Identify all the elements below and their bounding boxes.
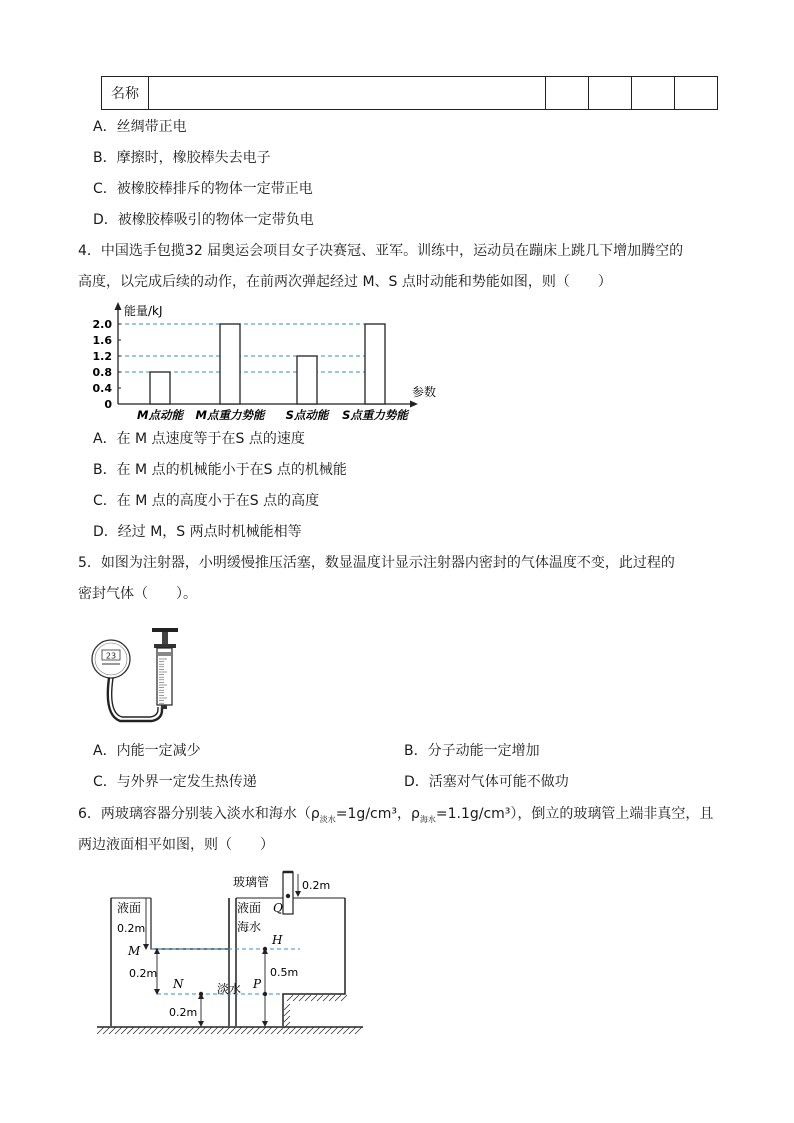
hatch-line <box>265 1027 272 1034</box>
hatch-line <box>211 1027 218 1034</box>
hatch-line <box>295 1027 302 1034</box>
label-fresh-water: 淡水 <box>217 982 242 996</box>
hatch-line <box>145 1027 152 1034</box>
hatch-line <box>349 1027 356 1034</box>
y-tick-label: 2.0 <box>92 318 112 331</box>
thermometer-caption-mark <box>102 663 120 665</box>
hatch-line <box>284 1004 290 1010</box>
hatch-line <box>277 1027 284 1034</box>
hatch-line <box>223 1027 230 1034</box>
q4-option-b: B．在 M 点的机械能小于在S 点的机械能 <box>93 462 347 478</box>
energy-bar-chart <box>90 300 450 425</box>
hatch-line <box>293 995 299 1001</box>
hatch-line <box>259 1027 266 1034</box>
x-axis-label: 参数 <box>412 385 437 399</box>
label-dim-hp: 0.5m <box>270 966 299 979</box>
hatch-line <box>103 1027 110 1034</box>
x-category-label: S点动能 <box>285 408 329 422</box>
hatch-line <box>97 1027 104 1034</box>
y-axis-arrow <box>115 302 122 310</box>
bar <box>297 356 317 404</box>
name-table <box>101 76 718 110</box>
hatch-line <box>283 1027 290 1034</box>
piston <box>158 652 171 656</box>
y-tick-label: 0.8 <box>92 366 112 379</box>
point-p-dot <box>263 992 267 996</box>
syringe-diagram <box>90 615 200 730</box>
label-dim-n-bottom: 0.2m <box>169 1006 198 1019</box>
hatch-line <box>301 1027 308 1034</box>
q4-option-c: C．在 M 点的高度小于在S 点的高度 <box>93 493 320 509</box>
arrowhead <box>198 1021 204 1027</box>
hatch-line <box>175 1027 182 1034</box>
label-q: Q <box>273 901 283 915</box>
hatch-line <box>355 1027 362 1034</box>
q6-stem-line1 <box>78 804 713 830</box>
label-dim-m: 0.2m <box>117 922 146 935</box>
y-tick-label: 0 <box>104 398 112 411</box>
name-label: 名称 <box>102 77 149 110</box>
point-q-dot <box>286 894 290 898</box>
hatch-line <box>115 1027 122 1034</box>
name-cell <box>546 77 589 110</box>
plunger-rod <box>162 632 168 644</box>
hatch-line <box>193 1027 200 1034</box>
hatch-line <box>307 1027 314 1034</box>
label-right-surface: 液面 <box>237 901 262 915</box>
hatch-line <box>311 995 317 1001</box>
label-m: M <box>128 944 141 958</box>
label-h: H <box>272 933 283 947</box>
hatch-line <box>305 995 311 1001</box>
name-cell <box>632 77 675 110</box>
q3-option-d: D．被橡胶棒吸引的物体一定带负电 <box>93 212 314 228</box>
q5-stem-line1: 5．如图为注射器，小明缓慢推压活塞，数显温度计显示注射器内密封的气体温度不变，此过程的 <box>78 555 675 571</box>
hatch-line <box>157 1027 164 1034</box>
ground-hatch <box>97 1027 362 1034</box>
q4-option-a: A．在 M 点速度等于在S 点的速度 <box>93 431 305 447</box>
hatch-line <box>109 1027 116 1034</box>
hatch-line <box>247 1027 254 1034</box>
plunger-cap <box>152 628 178 632</box>
q6-sub-fresh: 淡水 <box>319 814 336 824</box>
two-container-diagram <box>95 864 370 1039</box>
hatch-line <box>284 1016 290 1022</box>
glass-tube <box>283 872 293 914</box>
hatch-line <box>313 1027 320 1034</box>
label-left-surface: 液面 <box>117 901 142 915</box>
hatch-line <box>199 1027 206 1034</box>
hatch-line <box>337 1027 344 1034</box>
q6-stem-part-b: =1g/cm³，ρ <box>335 806 420 822</box>
hatch-line <box>329 995 335 1001</box>
right-container-wall <box>283 898 345 1026</box>
q6-sub-sea: 海水 <box>419 814 436 824</box>
x-category-label: M点重力势能 <box>195 408 265 422</box>
hatch-line <box>151 1027 158 1034</box>
x-axis-arrow <box>410 401 418 408</box>
hatch-line <box>169 1027 176 1034</box>
hatch-line <box>217 1027 224 1034</box>
hatch-line <box>235 1027 242 1034</box>
label-dim-mn: 0.2m <box>129 967 158 980</box>
connecting-tube <box>108 678 162 721</box>
y-tick-label: 1.6 <box>92 334 112 347</box>
hatch-line <box>343 1027 350 1034</box>
hatch-line <box>241 1027 248 1034</box>
syringe-nozzle <box>161 705 167 709</box>
q5-option-d: D．活塞对气体可能不做功 <box>404 774 569 790</box>
hatch-line <box>139 1027 146 1034</box>
bar <box>150 372 170 404</box>
q5-stem-line2: 密封气体（ ）。 <box>78 586 197 602</box>
x-category-label: M点动能 <box>137 408 183 422</box>
name-cell <box>675 77 718 110</box>
bar <box>365 324 385 404</box>
syringe-barrel <box>157 648 172 705</box>
label-p: P <box>253 977 262 991</box>
hatch-line <box>205 1027 212 1034</box>
q5-option-b: B．分子动能一定增加 <box>404 743 540 759</box>
hatch-line <box>299 995 305 1001</box>
q4-stem-line1: 4．中国选手包揽32 届奥运会项目女子决赛冠、亚军。训练中，运动员在蹦床上跳几下增加腾空的 <box>78 243 684 259</box>
hatch-line <box>284 1010 290 1016</box>
hatch-line <box>331 1027 338 1034</box>
q3-option-b: B．摩擦时，橡胶棒失去电子 <box>93 150 271 166</box>
q4-option-d: D．经过 M，S 两点时机械能相等 <box>93 524 302 540</box>
hatch-line <box>317 995 323 1001</box>
name-cell <box>589 77 632 110</box>
hatch-line <box>127 1027 134 1034</box>
bar <box>220 324 240 404</box>
arrowhead <box>295 891 301 897</box>
hatch-line <box>319 1027 326 1034</box>
hatch-line <box>187 1027 194 1034</box>
hatch-line <box>121 1027 128 1034</box>
hatch-line <box>271 1027 278 1034</box>
y-axis-label: 能量/kJ <box>124 304 163 318</box>
step-hatch <box>284 995 347 1028</box>
q5-option-c: C．与外界一定发生热传递 <box>93 774 257 790</box>
x-category-label: S点重力势能 <box>342 408 408 422</box>
hatch-line <box>341 995 347 1001</box>
label-sea-water: 海水 <box>237 920 262 934</box>
label-glass-tube: 玻璃管 <box>233 875 270 889</box>
point-n-dot <box>199 992 203 996</box>
label-n: N <box>173 977 184 991</box>
hatch-line <box>335 995 341 1001</box>
hatch-line <box>229 1027 236 1034</box>
q4-stem-line2: 高度，以完成后续的动作，在前两次弹起经过 M、S 点时动能和势能如图，则（ ） <box>78 274 612 290</box>
hatch-line <box>163 1027 170 1034</box>
hatch-line <box>323 995 329 1001</box>
left-container-step <box>151 898 229 949</box>
label-dim-q: 0.2m <box>302 879 331 892</box>
hatch-line <box>287 995 293 1001</box>
hatch-line <box>289 1027 296 1034</box>
arrowhead <box>143 944 149 950</box>
hatch-line <box>253 1027 260 1034</box>
q3-option-a: A．丝绸带正电 <box>93 119 187 135</box>
q6-stem-line2: 两边液面相平如图，则（ ） <box>78 837 274 853</box>
thermometer-reading: 23 <box>105 651 117 661</box>
hatch-line <box>181 1027 188 1034</box>
hatch-line <box>133 1027 140 1034</box>
y-tick-label: 1.2 <box>92 350 112 363</box>
connecting-tube-inner <box>112 678 158 717</box>
hatch-line <box>325 1027 332 1034</box>
name-cell <box>149 77 546 110</box>
q6-stem-part-a: 6．两玻璃容器分别装入淡水和海水（ρ <box>78 806 320 822</box>
q3-option-c: C．被橡胶棒排斥的物体一定带正电 <box>93 181 313 197</box>
point-h-dot <box>263 947 267 951</box>
y-tick-label: 0.4 <box>92 382 112 395</box>
arrowhead <box>262 1021 268 1027</box>
q5-option-a: A．内能一定减少 <box>93 743 201 759</box>
q6-stem-part-c: =1.1g/cm³），倒立的玻璃管上端非真空，且 <box>435 806 714 822</box>
